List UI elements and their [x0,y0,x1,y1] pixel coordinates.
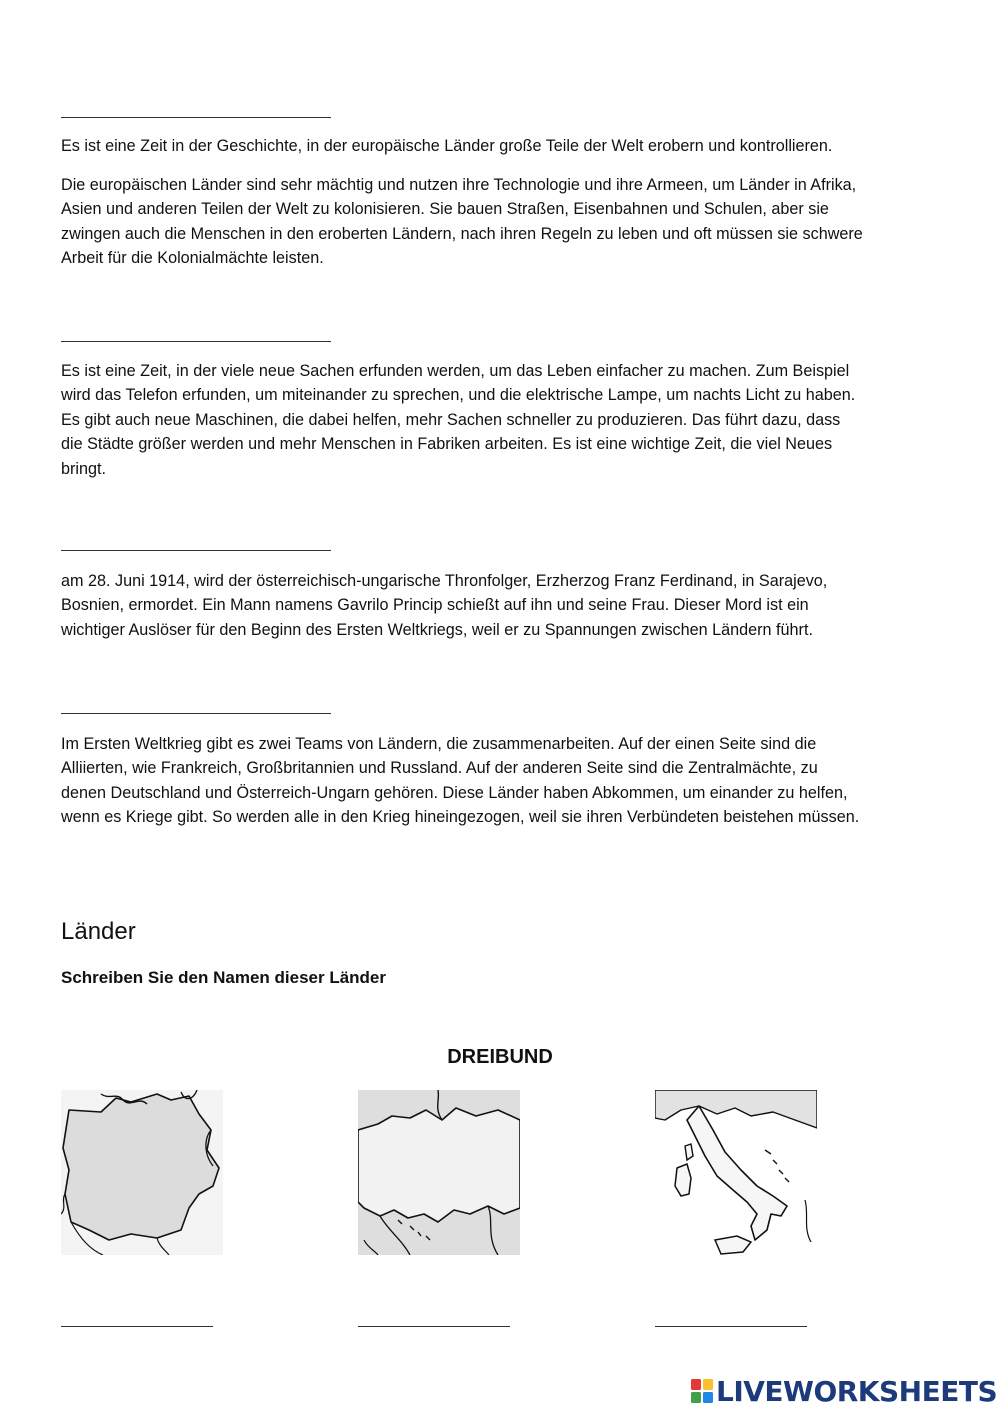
paragraph-3: Es ist eine Zeit, in der viele neue Sachen erfunden werden, um das Leben einfacher zu machen. Zum Beispiel wird das Telefon erfunden, um miteinander zu sprechen, und die elektrische Lampe, um nachts Licht zu haben. Es gibt auch neue Maschinen, die dabei helfen, mehr Sachen schneller zu produzieren. Das führt dazu, dass die Städte größer werden und mehr Menschen in Fabriken arbeiten. Es ist eine wichtige Zeit, die viel Neues bringt. [61,362,856,478]
liveworksheets-mark-icon [690,1378,714,1404]
paragraph-2: Die europäischen Länder sind sehr mächtig und nutzen ihre Technologie und ihre Armeen, um Länder in Afrika, Asien und anderen Teilen der Welt zu kolonisieren. Sie bauen Straßen, Eisenbahnen und Schulen, aber sie zwingen auch die Menschen in den eroberten Ländern, nach ihren Regeln zu leben und oft müssen sie schwere Arbeit für die Kolonialmächte leisten. [61,176,863,268]
answer-blank-3[interactable] [655,1326,807,1327]
title-blank-3[interactable] [61,550,331,551]
instruction-text: Schreiben Sie den Namen dieser Länder [61,968,387,987]
answer-blank-2[interactable] [358,1326,510,1327]
map-italy-icon [655,1090,817,1255]
title-blank-2[interactable] [61,341,331,342]
logo-text: LIVEWORKSHEETS [716,1374,998,1408]
map-austria-hungary-icon [358,1090,520,1255]
paragraph-4: am 28. Juni 1914, wird der österreichisch-ungarische Thronfolger, Erzherzog Franz Ferdinand, in Sarajevo, Bosnien, ermordet. Ein Mann namens Gavrilo Princip schießt auf ihn und seine Frau. Dieser Mord ist ein wichtiger Auslöser für den Beginn des Ersten Weltkriegs, weil er zu Spannungen zwischen Ländern führt. [61,572,828,639]
title-blank-1[interactable] [61,117,331,118]
section-heading: Länder [61,918,136,945]
paragraph-1: Es ist eine Zeit in der Geschichte, in der europäische Länder große Teile der Welt erobern und kontrollieren. [61,137,833,155]
map-germany-icon [61,1090,223,1255]
liveworksheets-logo [690,1374,997,1408]
paragraph-5: Im Ersten Weltkrieg gibt es zwei Teams von Ländern, die zusammenarbeiten. Auf der einen Seite sind die Alliierten, wie Frankreich, Großbritannien und Russland. Auf der anderen Seite sind die Zentralmächte, zu denen Deutschland und Österreich-Ungarn gehören. Diese Länder haben Abkommen, um einander zu helfen, wenn es Kriege gibt. So werden alle in den Krieg hineingezogen, weil sie ihren Verbündeten beistehen müssen. [61,735,860,827]
group-title: DREIBUND [447,1046,553,1068]
title-blank-4[interactable] [61,713,331,714]
answer-blank-1[interactable] [61,1326,213,1327]
